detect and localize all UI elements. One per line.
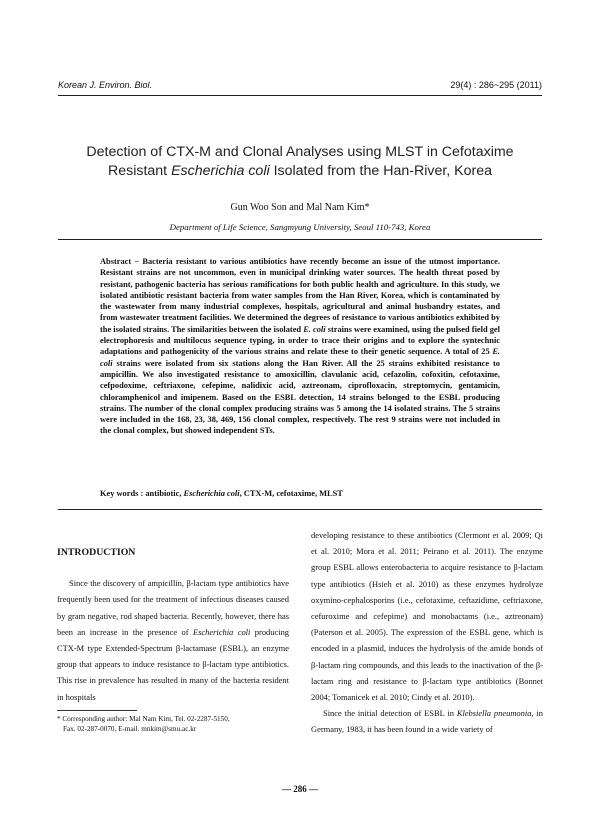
page-number: — 286 — — [282, 784, 318, 794]
authors: Gun Woo Son and Mal Nam Kim* — [230, 202, 370, 213]
header-rule — [58, 95, 542, 96]
right-column — [311, 527, 543, 738]
left-column — [57, 527, 289, 705]
abstract: Abstract − Bacteria resistant to various antibiotics have recently become an issue of the utmost importance. Resistant strains are not uncommon, even in municipal drinking water sources. The health threat posed by resistant, pathogenic bacteria has serious ramifications for both public health and agriculture. In this study, we isolated antibiotic resistant bacteria from water samples from the Han River, Korea, which is contaminated by the wastewater from many industrial complexes, hospitals, agricultural and animal husbandry estates, and from wastewater treatment facilities. We determined the degrees of resistance to various antibiotics exhibited by the isolated strains. The similarities between the isolated E. coli strains were examined, using the pulsed field gel electrophoresis and multilocus sequence typing, in order to trace their origins and to explore the syntechnic adaptations and pathogenicity of the various strains and relate these to their genetic sequence. A total of 25 E. coli strains were isolated from six stations along the Han River. All the 25 strains exhibited resistance to ampicillin. We also investigated resistance to amoxicillin, clavulanic acid, cefazolin, cofoxitin, cefotaxime, cefpodoxime, ceftriaxone, cefepime, nalidixic acid, aztreonam, ciprofloxacin, streptomycin, gentamicin, chloramphenicol and imipenem. Based on the ESBL detection, 14 strains belonged to the ESBL producing strains. The number of the clonal complex producing strains was 5 among the 14 isolated strains. The 5 strains were included in the 168, 23, 38, 469, 156 clonal complex, respectively. The rest 9 strains were not included in the clonal complex, but showed independent STs. — [100, 257, 500, 436]
right-paragraph-2: Since the initial detection of ESBL in Klebsiella pneumonia, in Germany, 1983, it has been found in a wide variety of — [311, 708, 543, 735]
affiliation: Department of Life Science, Sangmyung University, Seoul 110-743, Korea — [169, 222, 431, 232]
citation: 29(4) : 286~295 (2011) — [450, 80, 542, 90]
title-species: Escherichia coli — [171, 163, 270, 179]
running-header — [58, 80, 542, 94]
footnote-rule — [57, 710, 137, 711]
journal-name: Korean J. Environ. Biol. — [58, 80, 153, 90]
keywords: Key words : antibiotic, Escherichia coli, CTX-M, cefotaxime, MLST — [100, 489, 343, 498]
title-line-2: Resistant Escherichia coli Isolated from the Han-River, Korea — [107, 163, 493, 179]
intro-paragraph-1: Since the discovery of ampicillin, β-lactam type antibiotics have frequently been used for the treatment of infectious diseases caused by gram negative, rod shaped bacteria. Recently, however, there has been an increase in the presence of Escherichia coli producing CTX-M type Extended-Spectrum β-lactamase (ESBL), an enzyme group that appears to induce resistance to β-lactam type antibiotics. This rise in prevalence has resulted in many of the bacteria resident in hospitals — [57, 578, 290, 702]
paper-title — [40, 143, 560, 181]
section-heading-introduction: INTRODUCTION — [57, 547, 136, 558]
abstract-label: Abstract — [100, 257, 132, 266]
title-line-1: Detection of CTX-M and Clonal Analyses using MLST in Cefotaxime — [86, 144, 514, 160]
footnote: * Corresponding author: Mal Nam Kim, Tel. 02-2287-5150, Fax. 02-287-0070, E-mail. mnkim@smu.ac.kr — [57, 715, 230, 733]
abstract-bottom-rule — [58, 509, 542, 510]
right-paragraph-1: developing resistance to these antibiotics (Clermont et al. 2009; Qi et al. 2010; Mora et al. 2011; Peirano et al. 2011). The enzyme group ESBL allows enterobacteria to acquire resistance to β-lactam type antibiotics (Hsieh et al. 2010) as these enzymes hydrolyze oxymino-cephalosporins (i.e., cefotaxime, ceftazidime, ceftriaxone, cefuroxime and cefepime) and monobactams (i.e., aztreonam) (Paterson et al. 2005). The expression of the ESBL gene, which is encoded in a plasmid, induces the hydrolysis of the amide bonds of β-lactam ring compounds, and this leads to the inactivation of the β-lactam ring and resistance to β-lactam type antibiotics (Bonnet 2004; Tomanicek et al. 2010; Cindy et al. 2010). — [311, 530, 543, 703]
abstract-top-rule — [58, 239, 542, 240]
